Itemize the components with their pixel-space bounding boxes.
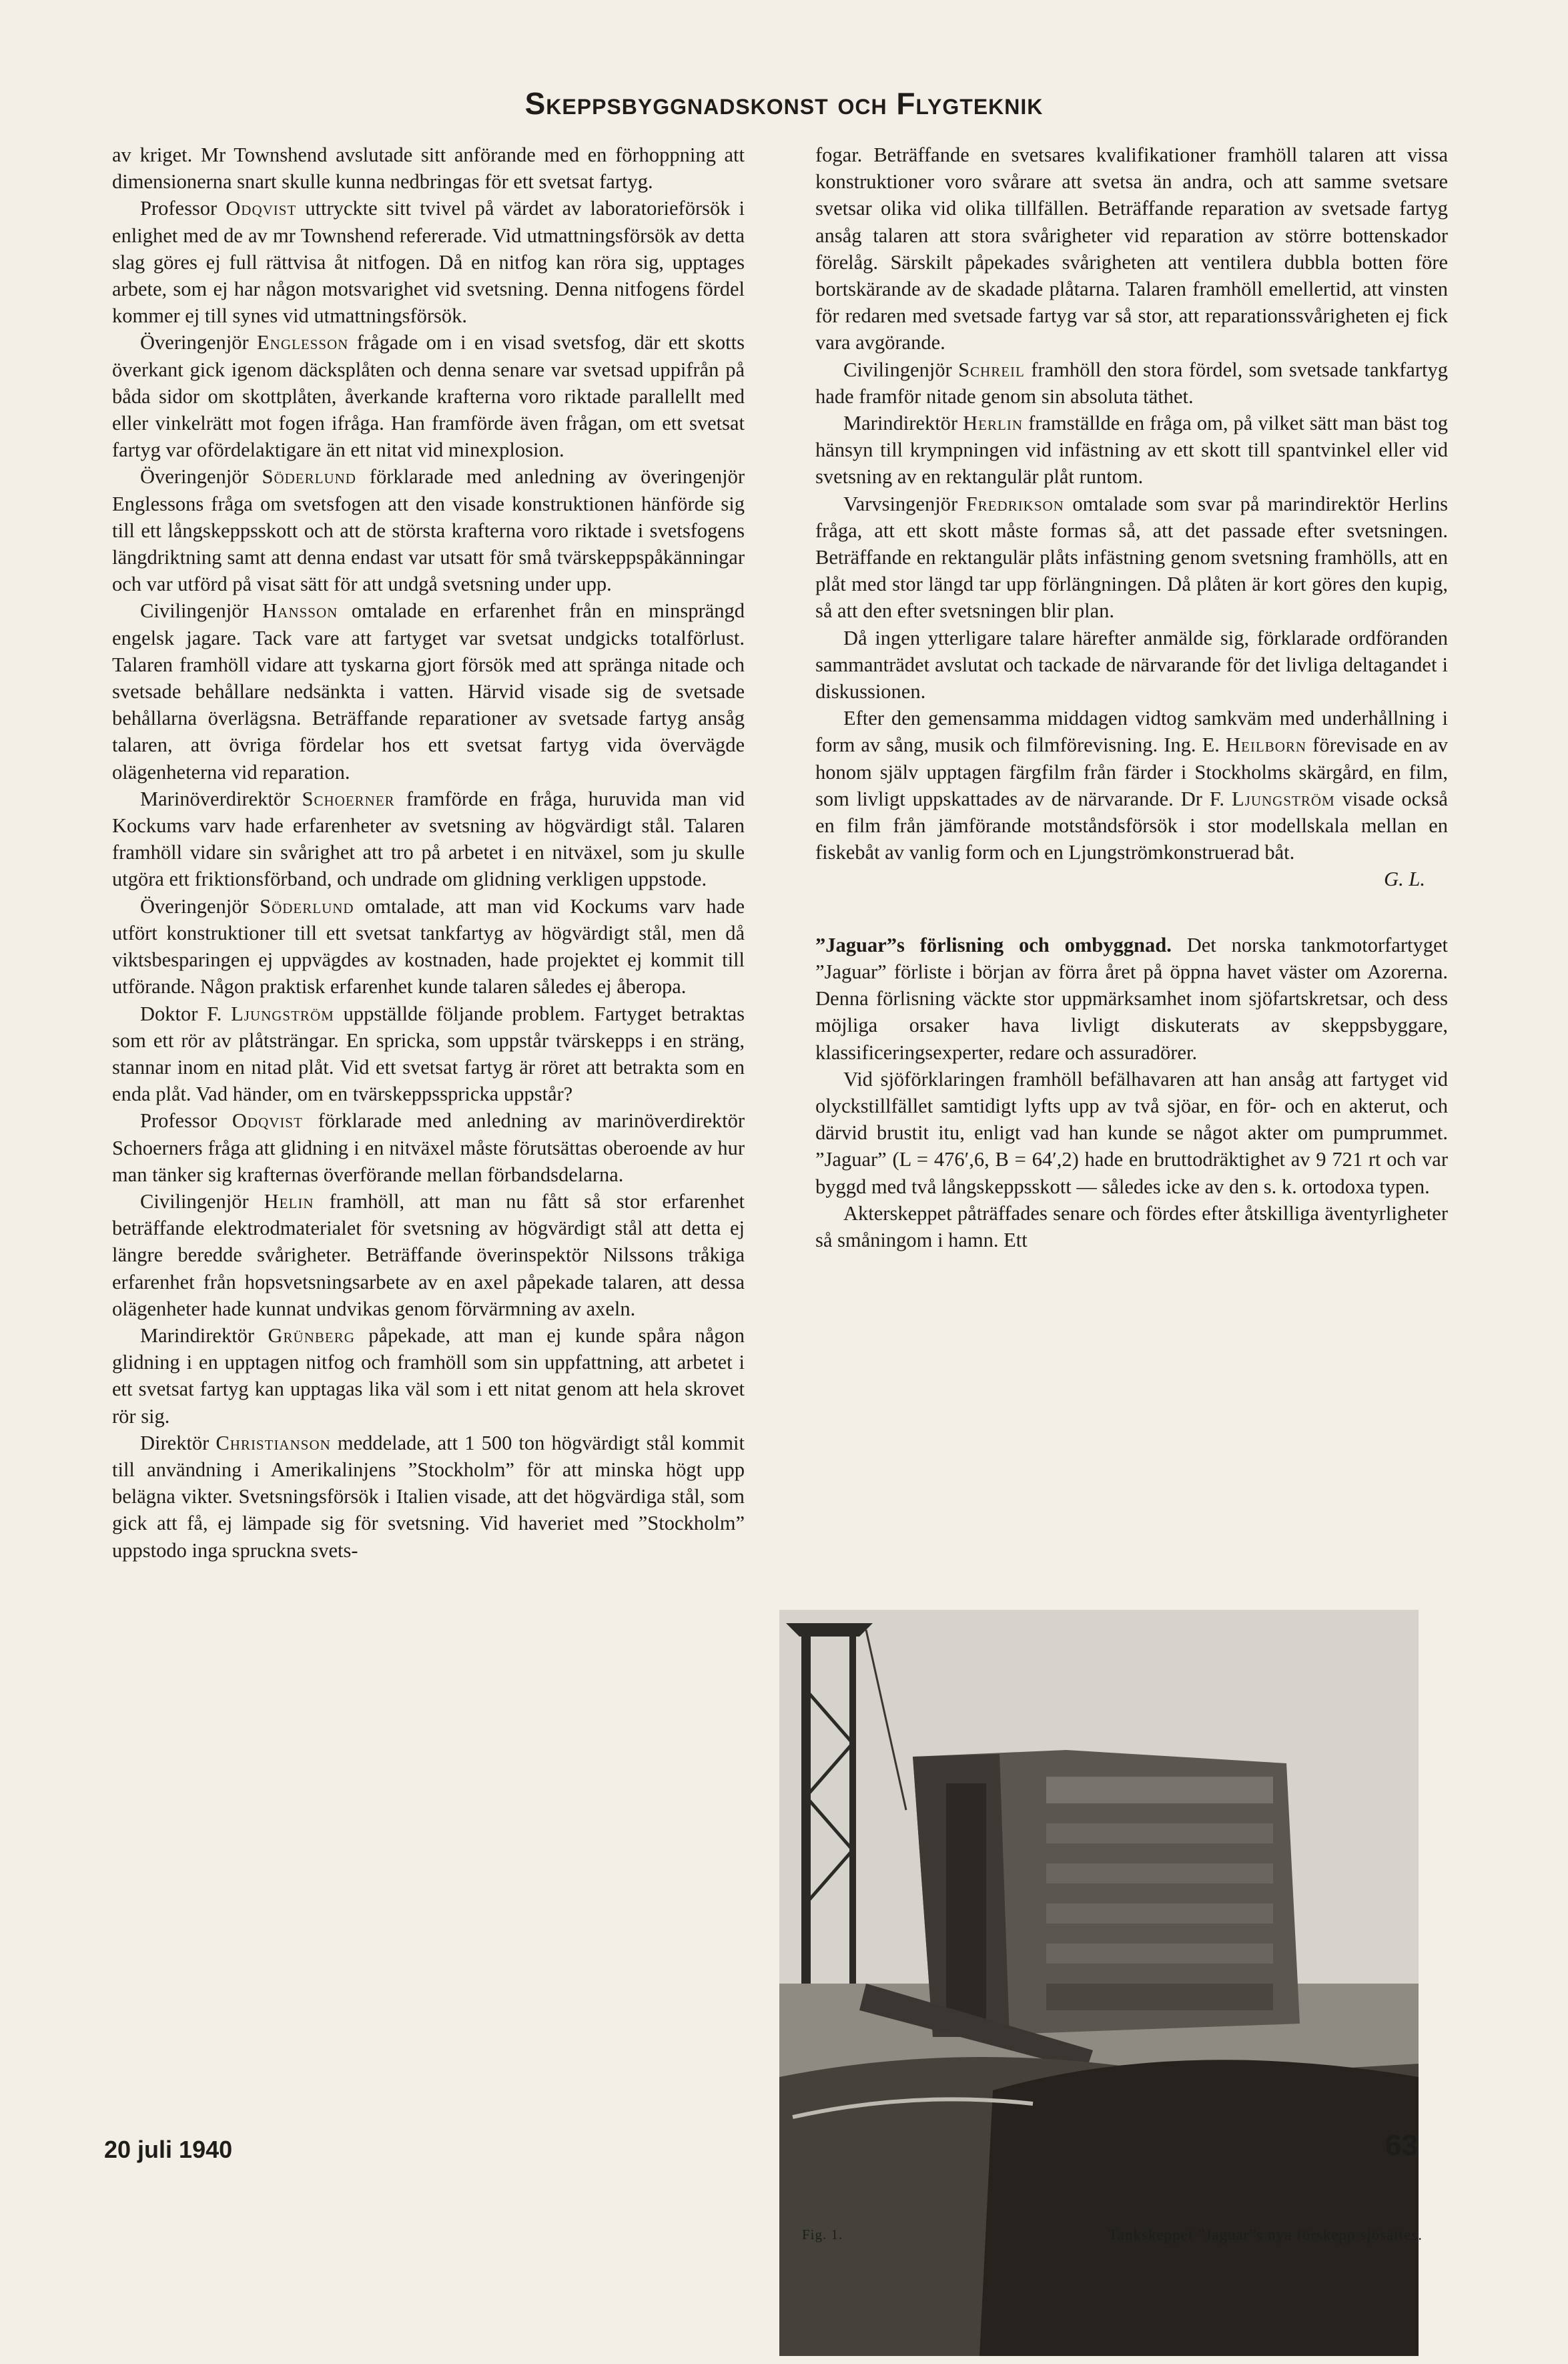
paragraph-text: omtalade en erfarenhet från en minsprängd engelsk jagare. Tack vare att fartyget var svetsat undgicks totalförlust. Talaren framhöll vidare att tyskarna gjort försök med att spränga nitade och svetsade behållare nedsänkta i vatten. Härvid visade sig de svetsade behållarna överlägsna. Beträffande reparationer av svetsade fartyg ansåg talaren, att övriga fördelar hos ett svetsat fartyg vida övervägde olägenheterna vid reparation. [112,599,745,784]
ship-launch-illustration [779,1610,1419,2356]
paragraph-text: Då ingen ytterligare talare härefter anmälde sig, förklarade ordföranden sammanträdet avslutat och tackade de närvarande för det livliga deltagandet i diskussionen. [815,626,1448,703]
paragraph-text: av kriget. Mr Townshend avslutade sitt anförande med en förhoppning att dimensionerna snart skulle kunna nedbringas för ett svetsat fartyg. [112,143,745,194]
paragraph-text: fogar. Beträffande en svetsares kvalifikationer framhöll talaren att vissa konstruktioner voro svårare att svetsa än andra, och att samme svetsare svetsar olika vid olika tillfällen. Beträffande reparation av svetsade fartyg ansåg talaren att stora svårigheter vid reparation av större bottenskador förelåg. Särskilt påpekades svårigheten att ventilera dubbla botten före bortskärande av de skadade plåtarna. Talaren framhöll emellertid, att vinsten för redaren med svetsade fartyg var så stor, att reparationssvårigheten ej fick vara avgörande. [815,143,1448,354]
article-title: ”Jaguar”s förlisning och ombyggnad. [815,933,1172,956]
page-header: Skeppsbyggnadskonst och Flygteknik [524,86,1044,121]
speaker-title: Varvsingenjör [843,492,966,515]
footer-date: 20 juli 1940 [104,2136,233,2163]
speaker-title: Överingenjör [140,465,262,489]
figure-1 [779,1610,1419,2364]
paragraph-text: förklarade med anledning av marinöverdirektör Schoerners fråga att glidning i en nitväxel måste förutsättas oberoende av hur man tänker sig krafternas överförande mellan förbandsdelarna. [112,1109,745,1186]
paragraph-text: uttryckte sitt tvivel på värdet av laboratorieförsök i enlighet med de av mr Townshend refererade. Vid utmattningsförsök av detta slag göres ej full rättvisa åt nitfogen. Då en nitfog kan röra sig, upptages arbete, som ej har någon motsvarighet vid svetsning. Denna nitfogens fördel kommer ej till synes vid utmattningsförsök. [112,197,745,328]
paragraph [815,141,1448,356]
paragraph-text: meddelade, att 1 500 ton högvärdigt stål kommit till användning i Amerikalinjens ”Stockholm” för att minska högt upp belägna vikter. Svetsningsförsök i Italien visade, att det högvärdiga stål, som gick att få, ej lämpade sig för svetsning. Vid haveriet med ”Stockholm” uppstodo inga spruckna svets- [112,1431,745,1562]
paragraph [112,893,745,1000]
paragraph [112,195,745,329]
speaker-title: Marindirektör [140,1323,268,1347]
paragraph [112,141,745,195]
speaker-title: Marindirektör [843,412,963,435]
speaker-name: Söderlund [260,894,354,918]
paragraph [112,1000,745,1108]
speaker-name: Ljungström [1232,787,1335,810]
paragraph-text: påpekade, att man ej kunde spåra någon glidning i en upptagen nitfog och framhöll som sin uppfattning, att arbetet i ett svetsat fartyg kan upptagas lika väl som i ett nitat genom att hela skrovet rör sig. [112,1323,745,1428]
paragraph-text: förklarade med anledning av överingenjör Englessons fråga om svetsfogen att den visade konstruktionen hänförde sig till ett långskeppsskott och att de största krafterna voro riktade i svetsfogens längdriktning samt att denna endast var utsatt för små tvärskeppspåkänningar och var utförd på visat sätt för att undgå svetsning under upp. [112,465,745,596]
paragraph [112,1430,745,1564]
article-lead: Det norska tankmotorfartyget ”Jaguar” förliste i början av förra året på öppna havet väster om Azorerna. Denna förlisning väckte stor uppmärksamhet inom sjöfartskretsar, och dess möjliga orsaker hava livligt diskuterats av skeppsbyggare, klassificeringsexperter, redare och assuradörer. [815,933,1448,1064]
paragraph [112,463,745,597]
speaker-title: Marinöverdirektör [140,787,302,810]
paragraph [815,705,1448,866]
paragraph [112,786,745,893]
article-paragraph-lead [815,932,1448,1066]
speaker-title: Överingenjör [140,331,258,354]
speaker-name: Hansson [262,599,338,623]
speaker-title: Civilingenjör [140,599,263,623]
speaker-name: Fredrikson [965,492,1064,515]
paragraph [112,329,745,463]
speaker-name: Helin [264,1189,314,1213]
paragraph-text: framställde en fråga om, på vilket sätt man bäst tog hänsyn till krympningen vid infästning av ett skott till spantvinkel eller vid svetsning av en rektangulär plåt runtom. [815,412,1449,489]
speaker-name: Ljungström [231,1002,334,1025]
paragraph-text: omtalade, att man vid Kockums varv hade utfört konstruktioner till ett svetsat tankfartyg av högvärdigt stål, men då viktsbesparingen ej uppvägdes av kostnaden, hade projektet ej kommit till utförande. Någon praktisk erfarenhet kunde talaren således ej åberopa. [112,894,745,998]
speaker-title: Överingenjör [140,894,260,918]
speaker-title: Professor [140,1109,232,1133]
paragraph-text: förevisade en av honom själv upptagen färgfilm från färder i Stockholms skärgård, en film, som livligt uppskattades av de närvarande. Dr F. [815,733,1448,810]
figure-caption-text: Tankskeppet ”Jaguar”s nya förskepp sjösättes. [1108,2227,1423,2243]
signature: G. L. [1384,868,1425,891]
article-paragraph-3: Akterskeppet påträffades senare och fördes efter åtskilliga äventyrligheter så småningom i hamn. Ett [815,1201,1448,1251]
speaker-title: Doktor F. [140,1002,232,1025]
speaker-name: Heilborn [1226,733,1307,757]
speaker-name: Grünberg [268,1323,355,1347]
paragraph-text: visade också en film från jämförande motståndsförsök i stor modellskala mellan en fiskebåt av vanlig form och en Ljungströmkonstruerad båt. [815,787,1448,864]
speaker-title: Civilingenjör [843,358,959,381]
speaker-name: Herlin [963,412,1024,435]
speaker-name: Schreil [958,358,1025,381]
paragraph-text: framförde en fråga, huruvida man vid Kockums varv hade erfarenheter av svetsning av högvärdigt stål. Talaren framhöll vidare sin svårighet att tro på arbetet i en nitväxel, som ju skulle utgöra ett friktionsförband, och undrade om glidning verkligen uppstode. [112,787,745,891]
speaker-name: Odqvist [226,197,297,220]
paragraph [815,491,1448,625]
ship-launch-photo [779,1610,1419,2356]
paragraph [815,410,1448,491]
paragraph [112,1188,745,1322]
speaker-name: Christianson [216,1431,331,1454]
figure-caption [802,2227,1423,2244]
paragraph [815,625,1448,705]
speaker-title: Efter den gemensamma middagen vidtog samkväm med underhållning i form av sång, musik och filmförevisning. Ing. E. [815,707,1448,757]
paragraph [815,356,1448,410]
paragraph-text: uppställde följande problem. Fartyget betraktas som ett rör av plåtsträngar. En spricka, som uppstår tvärskepps i en sträng, stannar inom en nitad plåt. Vid ett svetsat fartyg är röret att betrakta som en enda plåt. Vad händer, om en tvärskeppsspricka uppstår? [112,1002,745,1106]
paragraph [112,1107,745,1188]
left-column [112,141,745,1564]
speaker-name: Söderlund [262,465,356,489]
speaker-name: Odqvist [232,1109,303,1133]
article-paragraph-2: Vid sjöförklaringen framhöll befälhavaren att han ansåg att fartyget vid olyckstillfället samtidigt lyfts upp av två sjöar, en för- och en akterut, och därvid brustit itu, enligt vad han kunde se något akter om pumprummet. ”Jaguar” (L = 476′,6, B = 64′,2) hade en bruttodräktighet av 9 721 rt och var byggd med två långskeppsskott — således icke av den s. k. ortodoxa typen. [815,1067,1448,1198]
paragraph [112,1322,745,1430]
speaker-name: Schoerner [302,787,395,810]
figure-label: Fig. 1. [802,2227,843,2243]
speaker-name: Englesson [257,331,349,354]
paragraph-text: frågade om i en visad svetsfog, där ett skotts överkant gick igenom däcksplåten och denna senare var svetsad uppifrån på båda sidor om skottplåten, åverkande krafterna voro riktade parallellt med eller vinkelrätt mot fogen ifråga. Han framförde även frågan, om ett svetsat fartyg var ofördelaktigare än ett nitat vid minexplosion. [112,331,745,462]
right-column [815,141,1448,1253]
paragraph [112,597,745,785]
page-number: 63 [1385,2129,1418,2162]
speaker-title: Direktör [140,1431,216,1454]
paragraph-text: framhöll, att man nu fått så stor erfarenhet beträffande elektrodmaterialet för svetsning av högvärdigt stål att detta ej längre beredde svårigheter. Beträffande överinspektör Nilssons tråkiga erfarenhet från hopsvetsningsarbete av en axel påpekade talaren, att dessa olägenheter hade kunnat undvikas genom förvärmning av axeln. [112,1189,745,1320]
paragraph-text: omtalade som svar på marindirektör Herlins fråga, att ett skott måste formas så, att det passade efter svetsningen. Beträffande en rektangulär plåts infästning genom svetsning framhölls, att en plåt med stor längd tar upp förlängningen. Då plåten är kort göres den kupig, så att den efter svetsningen blir plan. [815,492,1448,623]
speaker-title: Professor [140,197,226,220]
speaker-title: Civilingenjör [140,1189,264,1213]
paragraph-text: framhöll den stora fördel, som svetsade tankfartyg hade framför nitade genom sin absoluta täthet. [815,358,1448,408]
